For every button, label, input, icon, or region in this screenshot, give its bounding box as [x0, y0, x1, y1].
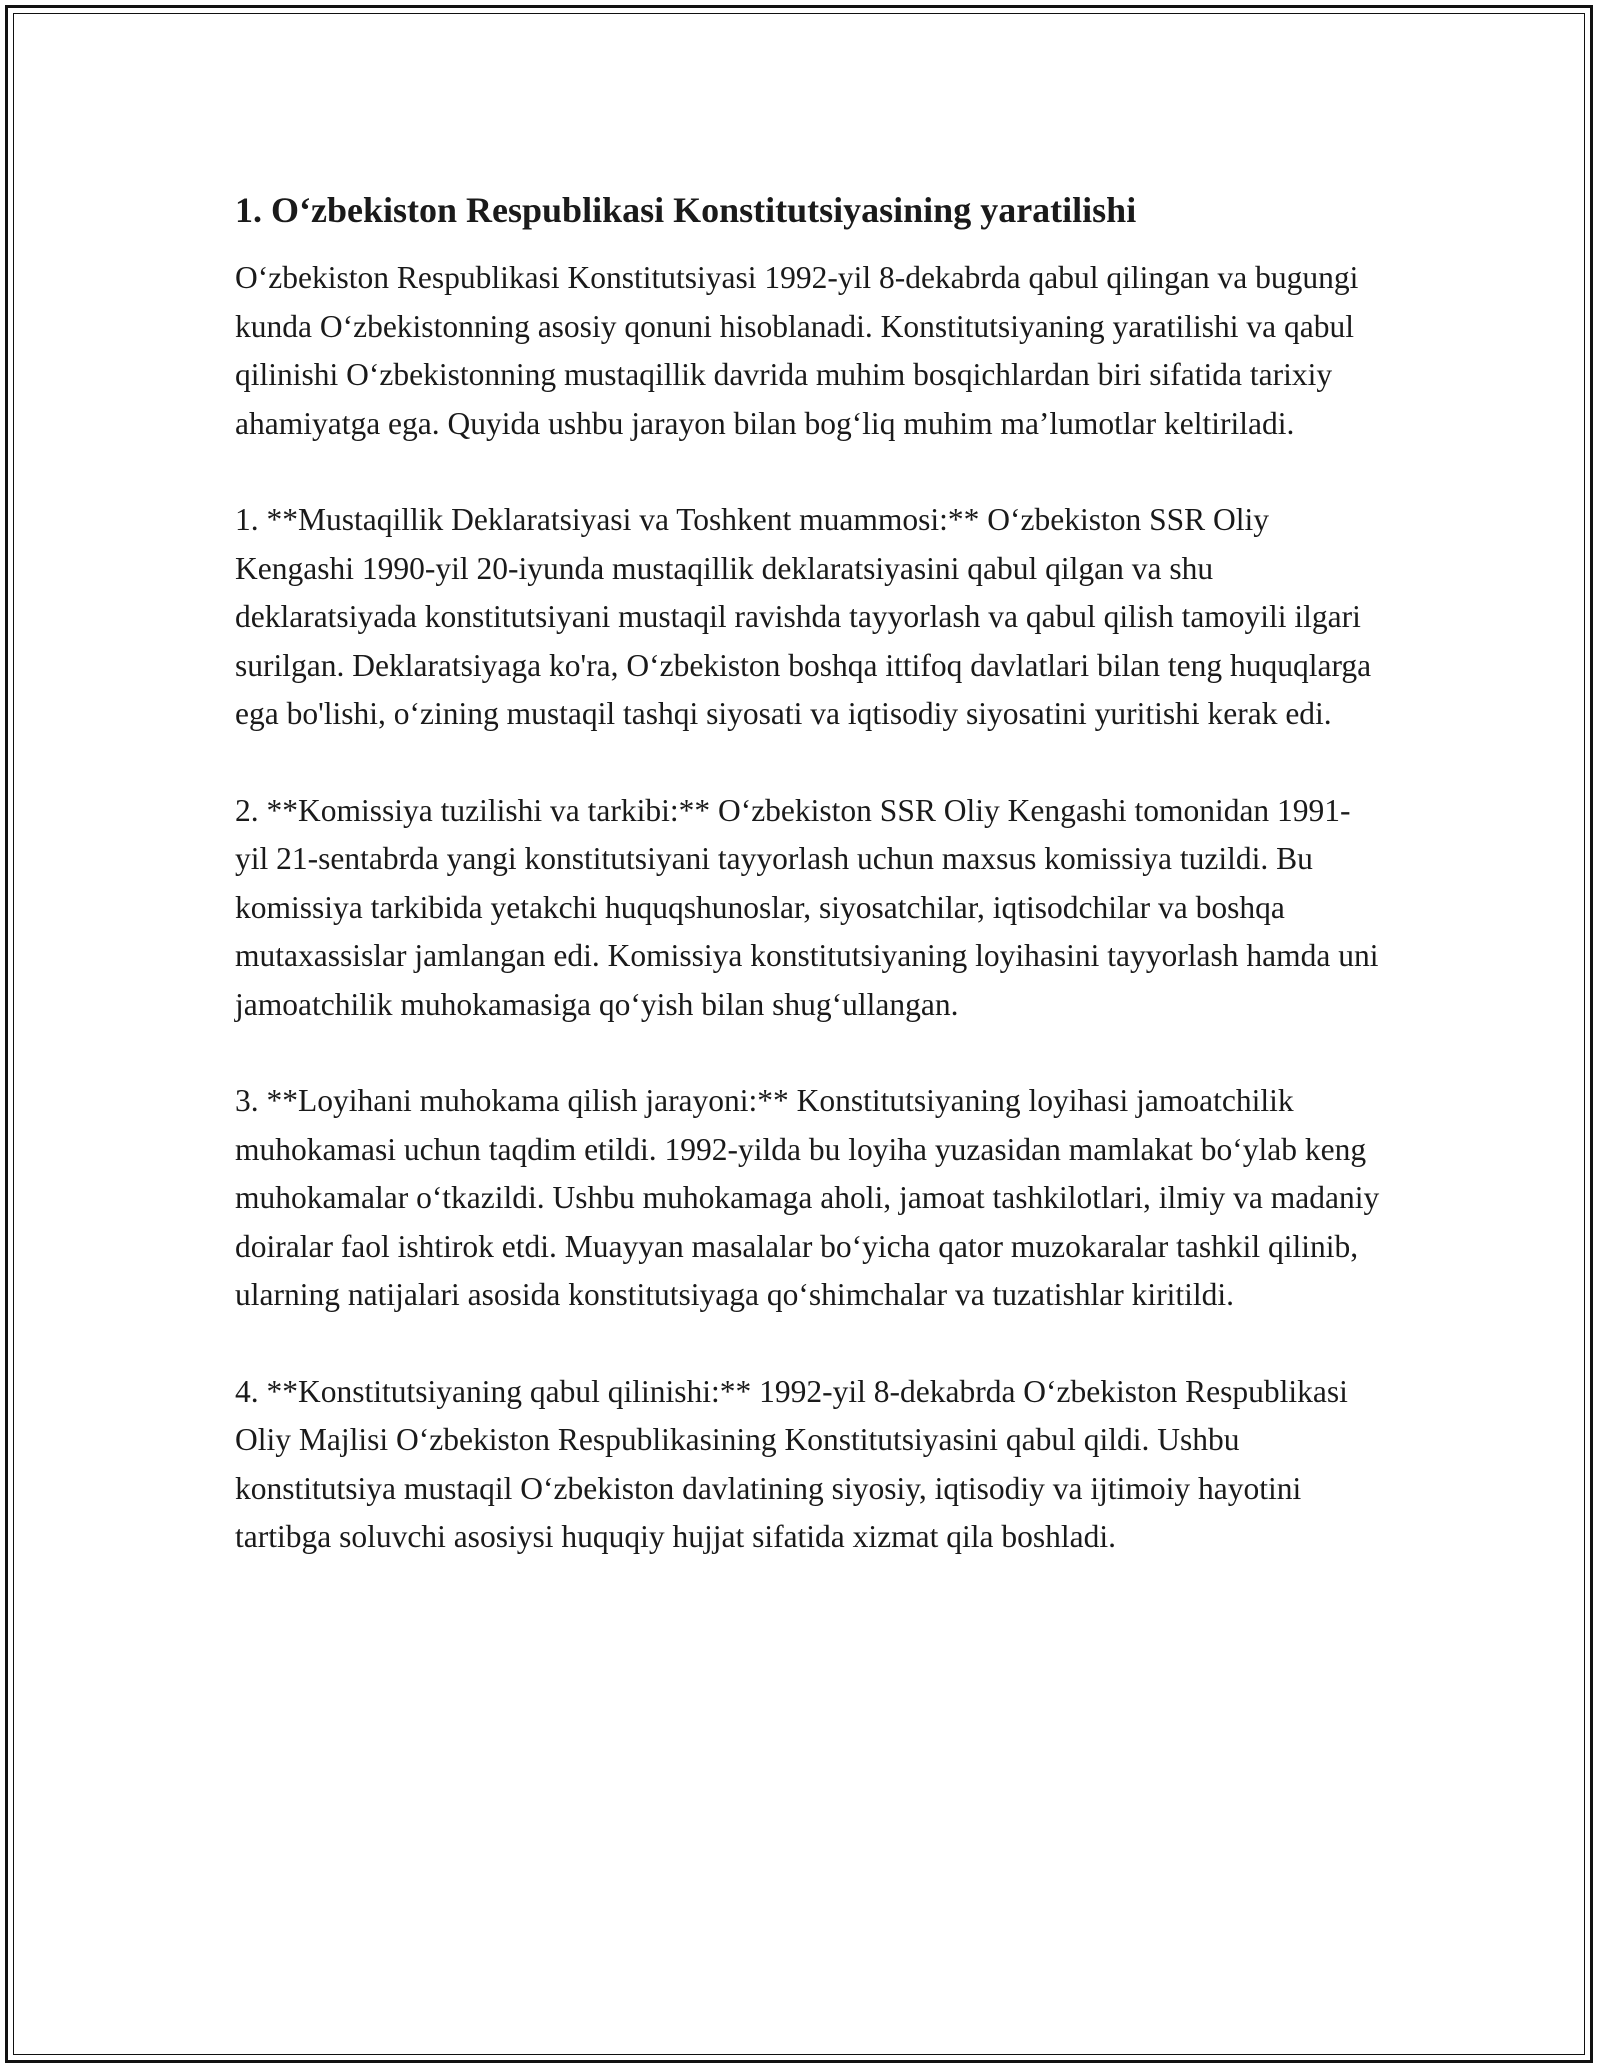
document-title: 1. O‘zbekiston Respublikasi Konstitutsiyasining yaratilishi: [235, 190, 1137, 230]
intro-paragraph: O‘zbekiston Respublikasi Konstitutsiyasi 1992-yil 8-dekabrda qabul qilingan va bugungi kunda O‘zbekistonning asosiy qonuni hisoblanadi. Konstitutsiyaning yaratilishi va qabul qilinishi O‘zbekistonning mustaqillik davrida muhim bosqichlardan biri sifatida tarixiy ahamiyatga ega. Quyida ushbu jarayon bilan bog‘liq muhim ma’lumotlar keltiriladi.: [235, 260, 1359, 441]
paragraph-adoption: 4. **Konstitutsiyaning qabul qilinishi:** 1992-yil 8-dekabrda O‘zbekiston Respublikasi Oliy Majlisi O‘zbekiston Respublikasining Konstitutsiyasini qabul qildi. Ushbu konstitutsiya mustaqil O‘zbekiston davlatining siyosiy, iqtisodiy va ijtimoiy hayotini tartibga soluvchi asosiysi huquqiy hujjat sifatida xizmat qila boshladi.: [235, 1373, 1348, 1554]
paragraph-declaration: 1. **Mustaqillik Deklaratsiyasi va Toshkent muammosi:** O‘zbekiston SSR Oliy Kengashi 1990-yil 20-iyunda mustaqillik deklaratsiyasini qabul qilgan va shu deklaratsiyada konstitutsiyani mustaqil ravishda tayyorlash va qabul qilish tamoyili ilgari surilgan. Deklaratsiyaga ko'ra, O‘zbekiston boshqa ittifoq davlatlari bilan teng huquqlarga ega bo'lishi, o‘zining mustaqil tashqi siyosati va iqtisodiy siyosatini yuritishi kerak edi.: [235, 502, 1372, 731]
document-body: [235, 186, 1380, 1562]
paragraph-commission: 2. **Komissiya tuzilishi va tarkibi:** O‘zbekiston SSR Oliy Kengashi tomonidan 1991-yil 21-sentabrda yangi konstitutsiyani tayyorlash uchun maxsus komissiya tuzildi. Bu komissiya tarkibida yetakchi huquqshunoslar, siyosatchilar, iqtisodchilar va boshqa mutaxassislar jamlangan edi. Komissiya konstitutsiyaning loyihasini tayyorlash hamda uni jamoatchilik muhokamasiga qo‘yish bilan shug‘ullangan.: [235, 792, 1379, 1022]
paragraph-discussion: 3. **Loyihani muhokama qilish jarayoni:** Konstitutsiyaning loyihasi jamoatchilik muhokamasi uchun taqdim etildi. 1992-yilda bu loyiha yuzasidan mamlakat bo‘ylab keng muhokamalar o‘tkazildi. Ushbu muhokamaga aholi, jamoat tashkilotlari, ilmiy va madaniy doiralar faol ishtirok etdi. Muayyan masalalar bo‘yicha qator muzokaralar tashkil qilinib, ularning natijalari asosida konstitutsiyaga qo‘shimchalar va tuzatishlar kiritildi.: [235, 1083, 1380, 1312]
